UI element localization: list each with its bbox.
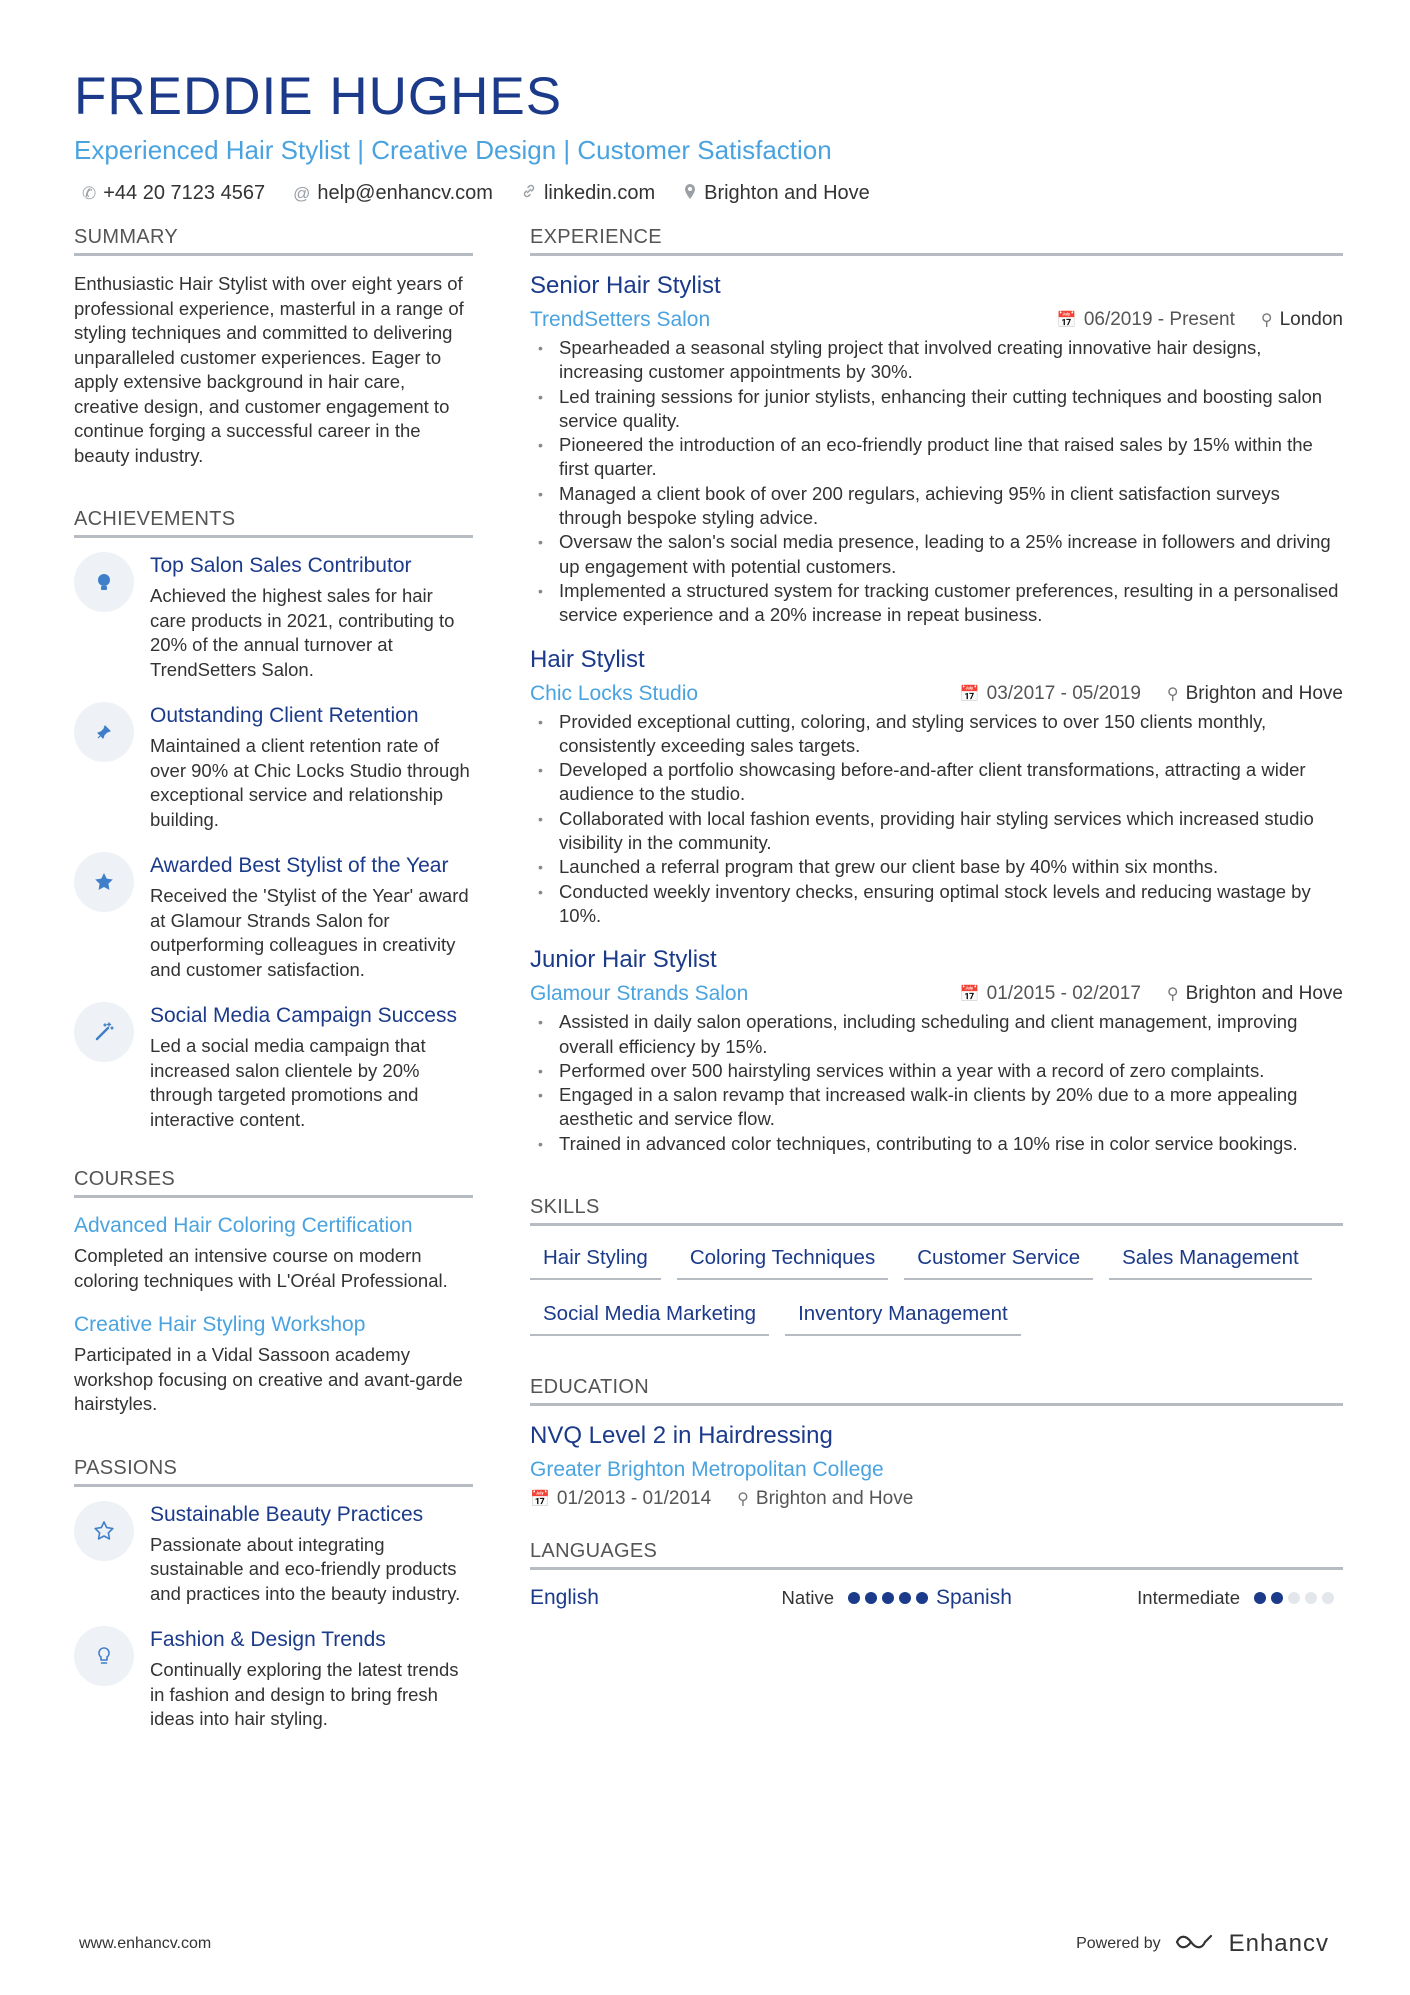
course-title: Creative Hair Styling Workshop — [74, 1313, 366, 1336]
job-bullets — [530, 710, 1343, 929]
skill-tag: Customer Service — [904, 1242, 1093, 1280]
passion-item — [74, 1628, 473, 1732]
job-entry — [530, 946, 1343, 1156]
proficiency-dot — [916, 1592, 928, 1604]
at-icon: @ — [293, 183, 311, 203]
bullet: • Provided exceptional cutting, coloring, and styling services to over 150 clients monthly, consistently exceeding sales targets. — [530, 710, 1343, 759]
edu-location: Brighton and Hove — [755, 1488, 914, 1510]
achievement-title: Outstanding Client Retention — [150, 704, 419, 727]
bullet: • Collaborated with local fashion events, providing hair styling services which increased studio visibility in the community. — [530, 807, 1343, 856]
company-name: Chic Locks Studio — [530, 681, 699, 705]
location-pin-icon — [683, 183, 697, 205]
achievement-item — [74, 854, 473, 982]
job-bullets — [530, 336, 1343, 628]
phone-text: +44 20 7123 4567 — [103, 182, 266, 204]
passion-title: Sustainable Beauty Practices — [150, 1502, 424, 1526]
contact-linkedin[interactable] — [521, 182, 655, 205]
degree-title: NVQ Level 2 in Hairdressing — [530, 1422, 833, 1450]
job-entry — [530, 646, 1343, 929]
job-title: Junior Hair Stylist — [530, 946, 717, 974]
achievement-desc: Achieved the highest sales for hair care products in 2021, contributing to 20% of the annual turnover at TrendSetters Salon. — [150, 585, 455, 680]
location-pin-icon: ⚲ — [1166, 685, 1179, 703]
skill-tag: Inventory Management — [785, 1298, 1021, 1336]
skill-tag: Sales Management — [1109, 1242, 1312, 1280]
enhancv-logo-icon — [1173, 1931, 1217, 1958]
phone-icon: ✆ — [82, 183, 97, 203]
language-name: English — [530, 1586, 599, 1610]
language-item — [530, 1586, 936, 1610]
course-desc: Completed an intensive course on modern coloring techniques with L'Oréal Professional. — [74, 1245, 448, 1291]
proficiency-dot — [1254, 1592, 1266, 1604]
language-name: Spanish — [936, 1586, 1012, 1610]
language-level: Native — [781, 1587, 834, 1609]
languages-heading: LANGUAGES — [530, 1540, 1343, 1570]
proficiency-dot — [865, 1592, 877, 1604]
job-dates: 06/2019 - Present — [1083, 309, 1235, 330]
proficiency-dot — [1288, 1592, 1300, 1604]
proficiency-dot — [1271, 1592, 1283, 1604]
education-heading: EDUCATION — [530, 1376, 1343, 1406]
achievements-list — [74, 554, 473, 1132]
passion-desc: Passionate about integrating sustainable and eco-friendly products and practices into the beauty industry. — [150, 1533, 461, 1604]
language-item — [936, 1586, 1342, 1610]
passions-heading: PASSIONS — [74, 1457, 473, 1487]
achievement-desc: Maintained a client retention rate of over 90% at Chic Locks Studio through exceptional service and relationship building. — [150, 735, 470, 830]
resume-page — [74, 56, 1344, 1729]
skill-tag: Hair Styling — [530, 1242, 661, 1280]
calendar-icon: 📅 — [959, 685, 980, 703]
contact-location — [683, 182, 870, 205]
job-entry — [530, 272, 1343, 628]
summary-heading: SUMMARY — [74, 226, 473, 256]
location-text: Brighton and Hove — [704, 182, 870, 204]
job-location: London — [1279, 309, 1343, 330]
contact-phone — [82, 182, 265, 205]
achievement-desc: Received the 'Stylist of the Year' award at Glamour Strands Salon for outperforming colleagues in creativity and customer satisfaction. — [150, 885, 469, 980]
company-name: Glamour Strands Salon — [530, 982, 749, 1006]
footer-branding — [1076, 1930, 1329, 1958]
proficiency-dot — [1305, 1592, 1317, 1604]
contact-email[interactable] — [293, 182, 493, 205]
calendar-icon: 📅 — [1056, 312, 1077, 329]
passion-item — [74, 1503, 473, 1607]
bullet: • Developed a portfolio showcasing before-and-after client transformations, attracting a wider audience to the studio. — [530, 758, 1343, 807]
achievement-title: Top Salon Sales Contributor — [150, 554, 412, 577]
contact-bar — [74, 182, 1344, 205]
school-name: Greater Brighton Metropolitan College — [530, 1458, 884, 1482]
linkedin-text[interactable]: linkedin.com — [543, 182, 656, 204]
location-pin-icon: ⚲ — [1260, 312, 1273, 329]
link-icon — [521, 183, 537, 204]
calendar-icon: 📅 — [530, 1491, 550, 1509]
achievement-title: Social Media Campaign Success — [150, 1004, 457, 1027]
bullet: • Led training sessions for junior stylists, enhancing their cutting techniques and boosting salon service quality. — [530, 385, 1343, 434]
skills-list — [530, 1242, 1343, 1336]
summary-text: Enthusiastic Hair Stylist with over eight years of professional experience, masterful in a range of styling techniques and committed to delivering unparalleled customer experiences. Eager to apply extensive background in hair care, creative design, and customer engagement to continue forging a successful career in the beauty industry. — [74, 273, 464, 466]
lightbulb-icon — [74, 1626, 134, 1686]
tagline: Experienced Hair Stylist | Creative Design | Customer Satisfaction — [74, 135, 832, 165]
star-icon — [74, 852, 134, 912]
language-level: Intermediate — [1137, 1587, 1240, 1609]
proficiency-dots — [1254, 1592, 1334, 1604]
job-title: Hair Stylist — [530, 645, 645, 673]
achievement-item — [74, 704, 473, 832]
pin-icon — [74, 702, 134, 762]
achievements-heading: ACHIEVEMENTS — [74, 508, 473, 538]
skills-heading: SKILLS — [530, 1196, 1343, 1226]
proficiency-dot — [882, 1592, 894, 1604]
passion-desc: Continually exploring the latest trends in fashion and design to bring fresh ideas into hair styling. — [150, 1659, 459, 1729]
bullet: • Engaged in a salon revamp that increased walk-in clients by 20% due to a more appealing aesthetic and service flow. — [530, 1083, 1343, 1132]
passion-title: Fashion & Design Trends — [150, 1628, 386, 1651]
proficiency-dot — [1322, 1592, 1334, 1604]
job-location: Brighton and Hove — [1185, 983, 1343, 1005]
candidate-name: FREDDIE HUGHES — [74, 67, 563, 126]
skill-tag: Social Media Marketing — [530, 1298, 769, 1336]
bullet: • Conducted weekly inventory checks, ensuring optimal stock levels and reducing wastage by 10%. — [530, 880, 1343, 929]
job-title: Senior Hair Stylist — [530, 272, 721, 299]
bullet: • Spearheaded a seasonal styling project that involved creating innovative hair designs, increasing customer appointments by 30%. — [530, 336, 1343, 385]
calendar-icon: 📅 — [959, 986, 980, 1004]
achievement-title: Awarded Best Stylist of the Year — [150, 854, 449, 877]
proficiency-dot — [899, 1592, 911, 1604]
bullet: • Trained in advanced color techniques, contributing to a 10% rise in color service bookings. — [530, 1132, 1343, 1156]
right-column — [530, 226, 1343, 1754]
powered-by-text: Powered by — [1076, 1935, 1161, 1952]
bullet: • Implemented a structured system for tracking customer preferences, resulting in a personalised service experience and a 20% increase in repeat business. — [530, 579, 1343, 628]
footer-website[interactable]: www.enhancv.com — [79, 1935, 212, 1952]
bullet: • Oversaw the salon's social media presence, leading to a 25% increase in followers and driving up engagement with potential customers. — [530, 530, 1343, 579]
location-pin-icon: ⚲ — [737, 1491, 749, 1509]
bulb-icon — [74, 552, 134, 612]
bullet: • Launched a referral program that grew our client base by 40% within six months. — [530, 855, 1343, 879]
languages-list — [530, 1586, 1343, 1610]
bullet: • Performed over 500 hairstyling services within a year with a record of zero complaints. — [530, 1059, 1343, 1083]
bullet: • Managed a client book of over 200 regulars, achieving 95% in client satisfaction surveys through bespoke styling advice. — [530, 482, 1343, 531]
skill-tag: Coloring Techniques — [677, 1242, 888, 1280]
job-bullets — [530, 1010, 1343, 1156]
wand-icon — [74, 1002, 134, 1062]
company-name: TrendSetters Salon — [530, 308, 711, 331]
achievement-item — [74, 554, 473, 682]
job-location: Brighton and Hove — [1185, 682, 1343, 704]
footer — [79, 1930, 1329, 1958]
star-outline-icon — [74, 1501, 134, 1561]
location-pin-icon: ⚲ — [1166, 986, 1179, 1004]
email-text[interactable]: help@enhancv.com — [317, 182, 493, 204]
left-column — [74, 226, 473, 1754]
job-dates: 03/2017 - 05/2019 — [986, 682, 1141, 704]
edu-dates: 01/2013 - 01/2014 — [556, 1488, 712, 1510]
bullet: • Pioneered the introduction of an eco-friendly product line that raised sales by 15% within the first quarter. — [530, 433, 1343, 482]
proficiency-dots — [848, 1592, 928, 1604]
experience-heading: EXPERIENCE — [530, 226, 1343, 256]
proficiency-dot — [848, 1592, 860, 1604]
brand-name: Enhancv — [1228, 1930, 1329, 1957]
course-desc: Participated in a Vidal Sassoon academy workshop focusing on creative and avant-garde hairstyles. — [74, 1344, 463, 1414]
courses-heading: COURSES — [74, 1168, 473, 1198]
achievement-desc: Led a social media campaign that increased salon clientele by 20% through targeted promotions and interactive content. — [150, 1035, 426, 1130]
course-title: Advanced Hair Coloring Certification — [74, 1214, 413, 1237]
achievement-item — [74, 1004, 473, 1132]
job-dates: 01/2015 - 02/2017 — [986, 983, 1141, 1005]
bullet: • Assisted in daily salon operations, including scheduling and client management, improving overall efficiency by 15%. — [530, 1010, 1343, 1059]
